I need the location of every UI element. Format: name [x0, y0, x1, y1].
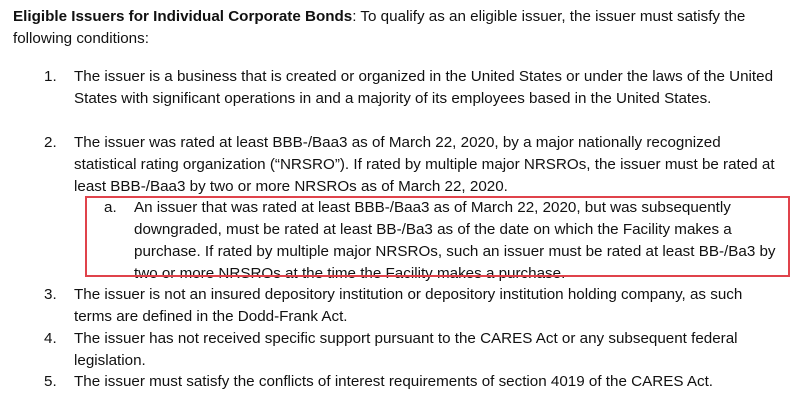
intro-paragraph — [13, 6, 788, 50]
sub-list-letter: a. — [104, 199, 117, 216]
list-item-text: The issuer was rated at least BBB-/Baa3 as of March 22, 2020, by a major nationally recognized statistical rating organization (“NRSRO”). If rated by multiple major NRSROs, the issuer must be rated at least BBB-/Baa3 by two or more NRSROs as of March 22, 2020. — [74, 134, 775, 195]
list-number: 4. — [44, 330, 57, 347]
list-item-text: The issuer has not received specific support pursuant to the CARES Act or any subsequent federal legislation. — [74, 330, 738, 369]
list-number: 3. — [44, 286, 57, 303]
list-number: 2. — [44, 134, 57, 151]
section-heading: Eligible Issuers for Individual Corporate Bonds — [13, 8, 353, 25]
list-item-text: The issuer must satisfy the conflicts of interest requirements of section 4019 of the CARES Act. — [74, 373, 714, 390]
list-item-text: The issuer is a business that is created or organized in the United States or under the laws of the United States with significant operations in and a majority of its employees based in the United States. — [74, 68, 774, 107]
list-number: 1. — [44, 68, 57, 85]
sub-list-item-text: An issuer that was rated at least BBB-/Baa3 as of March 22, 2020, but was subsequently downgraded, must be rated at least BB-/Ba3 as of the date on which the Facility makes a purchase. If rated by multiple major NRSROs, such an issuer must be rated at least BB-/Ba3 by two or more NRSROs at the time the Facility makes a purchase. — [134, 199, 776, 282]
list-item-text: The issuer is not an insured depository institution or depository institution holding company, as such terms are defined in the Dodd-Frank Act. — [74, 286, 743, 325]
intro-text: : To qualify as an eligible issuer, the issuer must satisfy the following conditions: — [13, 8, 746, 47]
list-number: 5. — [44, 373, 57, 390]
